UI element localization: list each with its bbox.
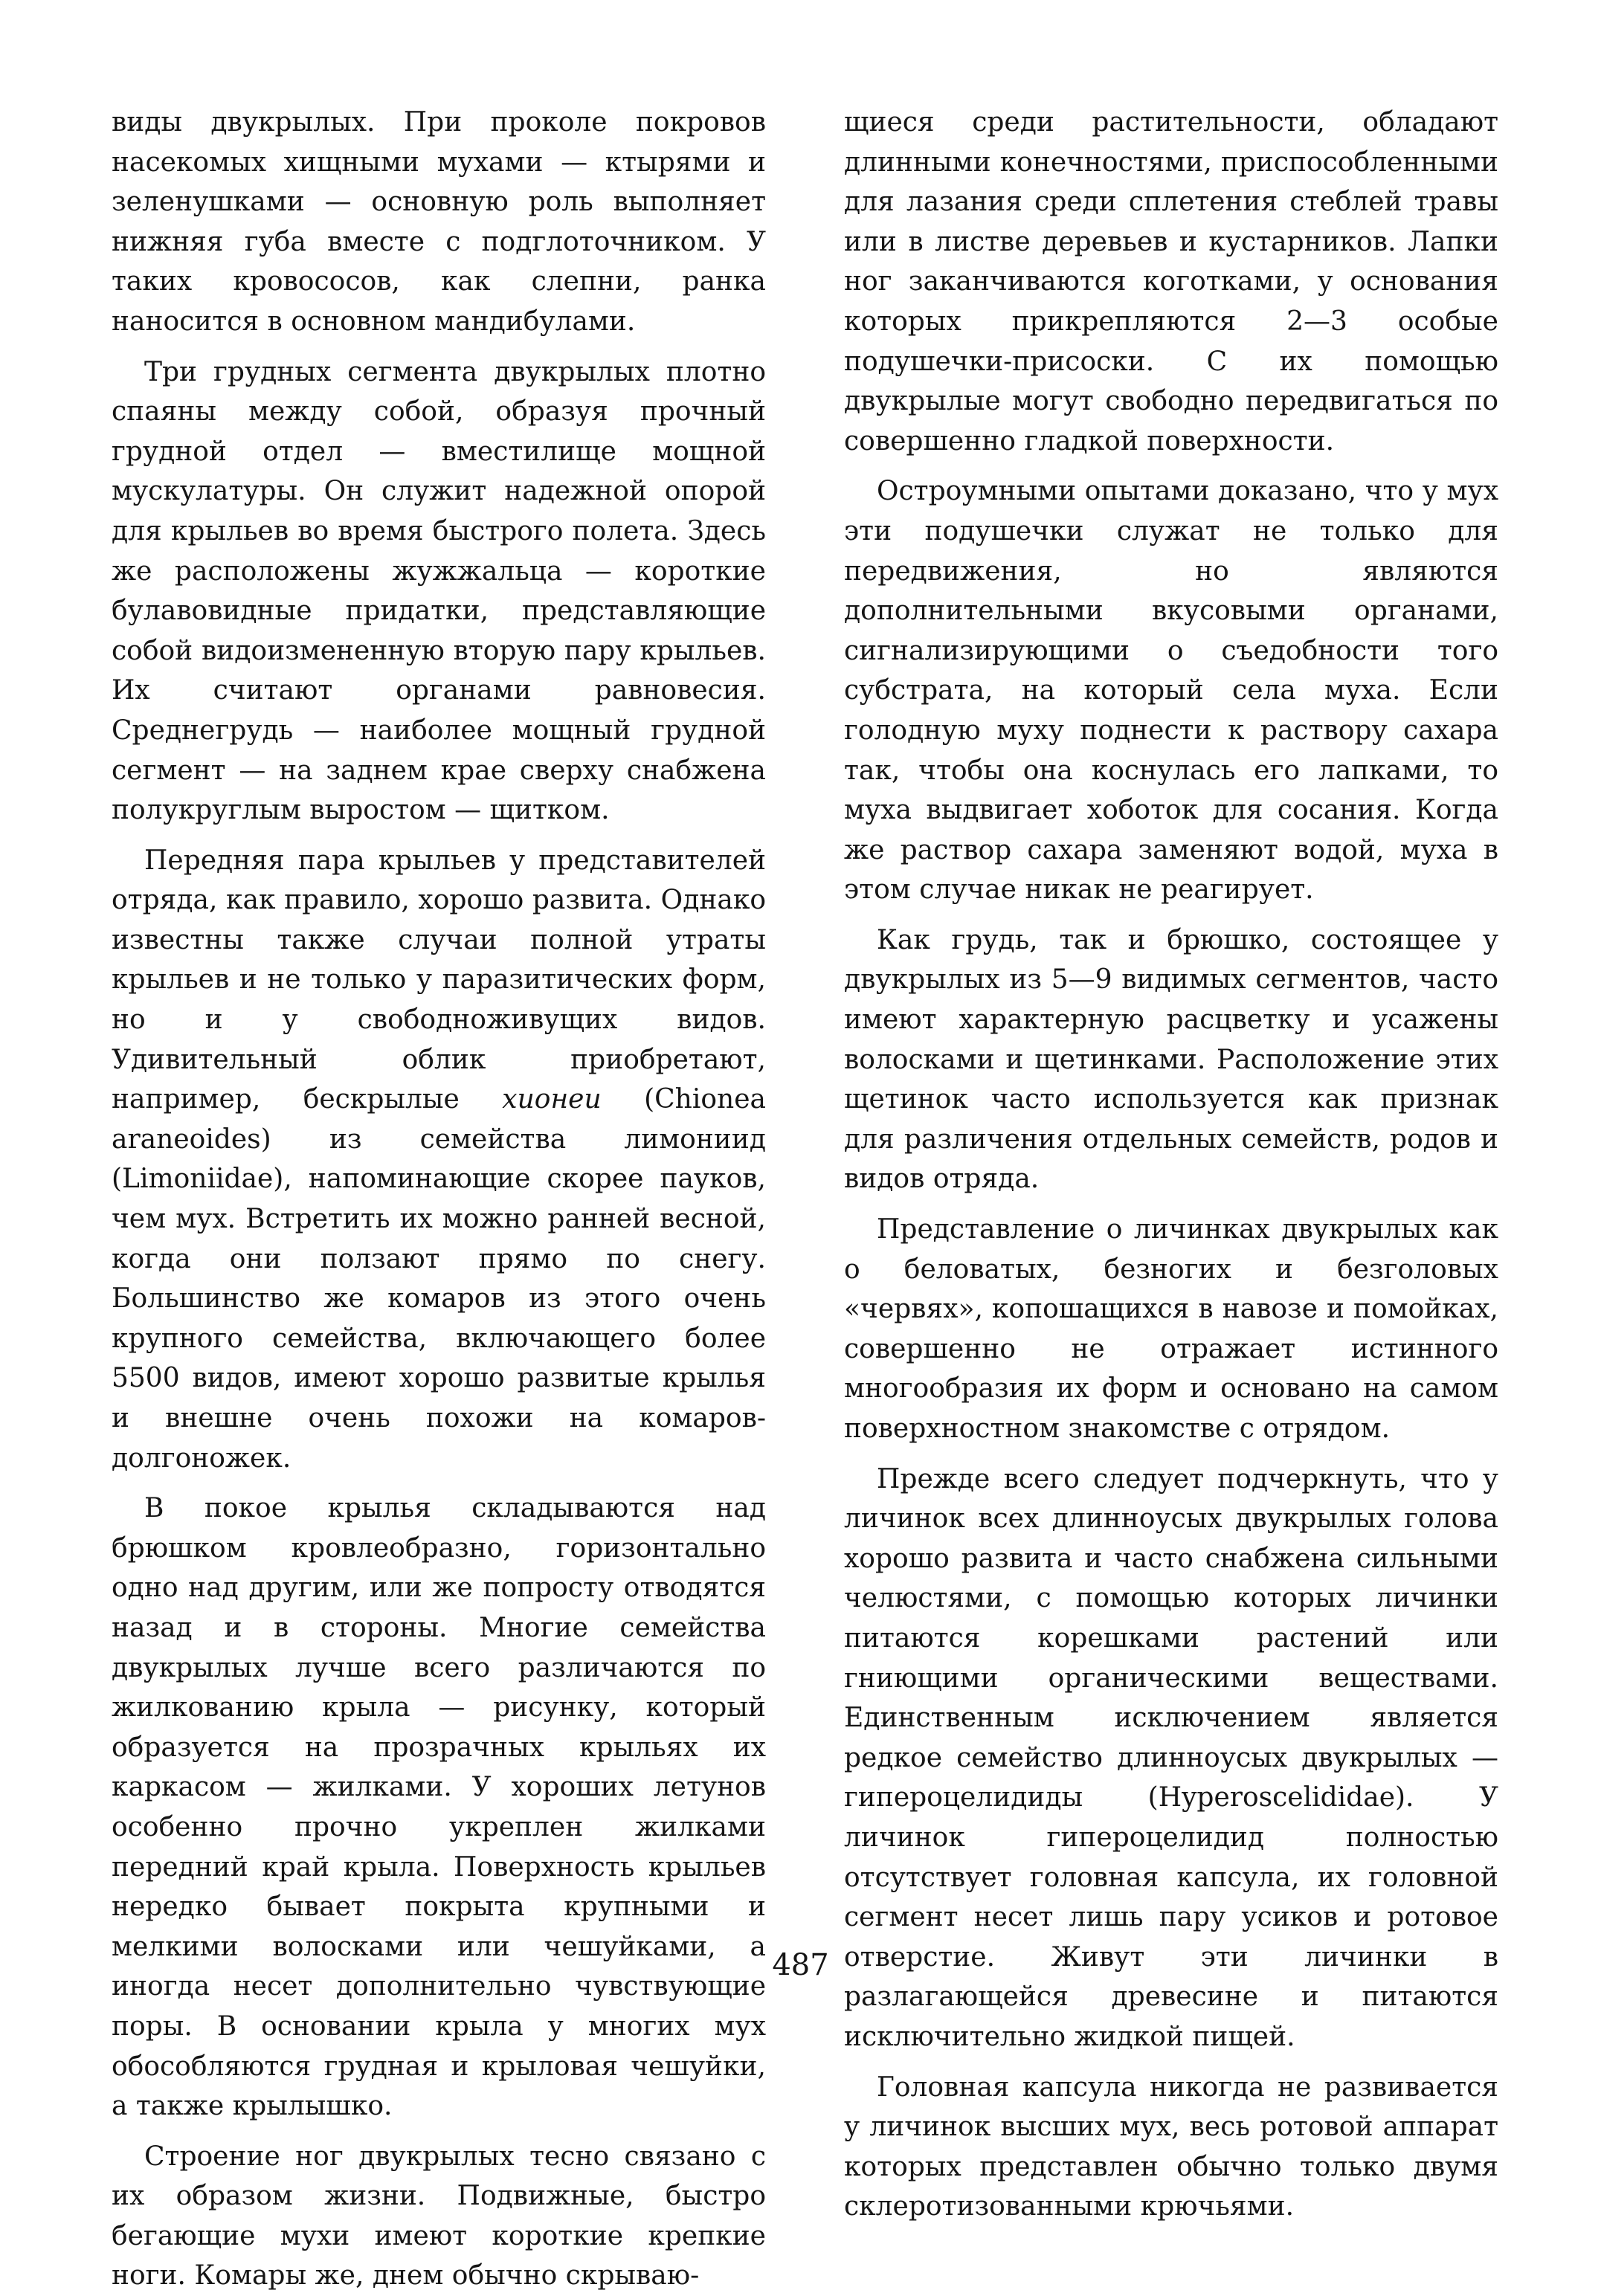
paragraph-legs-continued: щиеся среди растительности, обладают длинными конечностями, приспособленными для лазания среди сплетения стеблей травы или в листве деревьев и кустарников. Лапки ног заканчиваются коготками, у основания которых прикрепляются 2—3 особые подушечки-присоски. С их помощью двукрылые могут свободно передвигаться по совершенно гладкой поверхности. xyxy=(844,107,1498,457)
paragraph-larvae-intro: Представление о личинках двукрылых как о беловатых, безногих и безголовых «червях», копошащихся в навозе и помойках, совершенно не отражает истинного многообразия их форм и основано на самом поверхностном знакомстве с отрядом. xyxy=(844,1214,1498,1444)
paragraph-wings-text-start: Передняя пара крыльев у представителей отряда, как правило, хорошо развита. Однако известны также случаи полной утраты крыльев и не только у паразитических форм, но и у свободноживущих видов. Удивительный облик приобретают, например, бескрылые xyxy=(112,845,766,1115)
paragraph-wings xyxy=(112,841,766,1479)
italic-species-name: хионеи xyxy=(502,1084,602,1115)
paragraph-thorax: Три грудных сегмента двукрылых плотно спаяны между собой, образуя прочный грудной отдел — вместилище мощной мускулатуры. Он служит надежной опорой для крыльев во время быстрого полета. Здесь же расположены жужжальца — короткие булавовидные придатки, представляющие собой видоизмененную вторую пару крыльев. Их считают органами равновесия. Среднегрудь — наиболее мощный грудной сегмент — на заднем крае сверху снабжена полукруглым выростом — щитком. xyxy=(112,356,766,826)
paragraph-wing-rest-position: В покое крылья складываются над брюшком кровлеобразно, горизонтально одно над другим, или же попросту отводятся назад и в стороны. Многие семейства двукрылых лучше всего различаются по жилкованию крыла — рисунку, который образуется на прозрачных крыльях их каркасом — жилками. У хороших летунов особенно прочно укреплен жилками передний край крыла. Поверхность крыльев нередко бывает покрыта крупными и мелкими волосками или чешуйками, а иногда несет дополнительно чувствующие поры. В основании крыла у многих мух обособляются грудная и крыловая чешуйки, а также крылышко. xyxy=(112,1493,766,2122)
paragraph-legs: Строение ног двукрылых тесно связано с их образом жизни. Подвижные, быстро бегающие мухи имеют короткие крепкие ноги. Комары же, днем обычно скрываю- xyxy=(112,2141,766,2292)
paragraph-coloration: Как грудь, так и брюшко, состоящее у двукрылых из 5—9 видимых сегментов, часто имеют характерную расцветку и усажены волосками и щетинками. Расположение этих щетинок часто используется как признак для различения отдельных семейств, родов и видов отряда. xyxy=(844,924,1498,1195)
paragraph-larvae-head: Прежде всего следует подчеркнуть, что у личинок всех длинноусых двукрылых голова хорошо развита и часто снабжена сильными челюстями, с помощью которых личинки питаются корешками растений или гниющими органическими веществами. Единственным исключением является редкое семейство длинноусых двукрылых — гипероцелидиды (Hyperoscelididae). У личинок гипероцелидид полностью отсутствует головная капсула, их головной сегмент несет лишь пару усиков и ротовое отверстие. Живут эти личинки в разлагающейся древесине и питаются исключительно жидкой пищей. xyxy=(844,1463,1498,2052)
right-text-column xyxy=(844,103,1498,2227)
paragraph-mouthparts-continued: виды двукрылых. При проколе покровов насекомых хищными мухами — ктырями и зеленушками — основную роль выполняет нижняя губа вместе с подглоточником. У таких кровососов, как слепни, ранка наносится в основном мандибулами. xyxy=(112,107,766,337)
paragraph-wings-text-end: (Chionea araneoides) из семейства лимониид (Limoniidae), напоминающие скорее пауков, чем мух. Встретить их можно ранней весной, когда они ползают прямо по снегу. Большинство же комаров из этого очень крупного семейства, включающего более 5500 видов, имеют хорошо развитые крылья и внешне очень похожи на комаров-долгоножек. xyxy=(112,1084,767,1474)
page-number: 487 xyxy=(772,1948,829,1982)
paragraph-head-capsule: Головная капсула никогда не развивается у личинок высших мух, весь ротовой аппарат которых представлен обычно только двумя склеротизованными крючьями. xyxy=(844,2071,1498,2222)
paragraph-taste-pads: Остроумными опытами доказано, что у мух эти подушечки служат не только для передвижения, но являются дополнительными вкусовыми органами, сигнализирующими о съедобности того субстрата, на который села муха. Если голодную муху поднести к раствору сахара так, чтобы она коснулась его лапками, то муха выдвигает хоботок для сосания. Когда же раствор сахара заменяют водой, муха в этом случае никак не реагирует. xyxy=(844,476,1498,906)
